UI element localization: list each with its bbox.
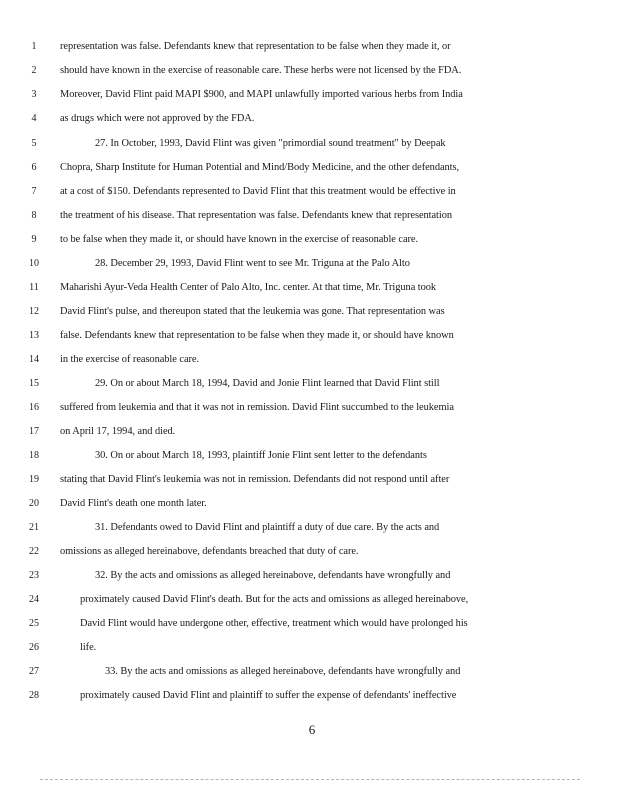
line-number: 8 <box>31 210 37 221</box>
pleading-line <box>0 567 622 587</box>
pleading-line <box>0 303 622 323</box>
line-number: 28 <box>29 690 39 701</box>
pleading-line <box>0 687 622 707</box>
pleading-line <box>0 375 622 395</box>
line-number: 6 <box>31 162 37 173</box>
line-text: the treatment of his disease. That representation was false. Defendants knew that representation <box>60 210 453 221</box>
line-number: 13 <box>29 330 39 341</box>
line-text: 29. On or about March 18, 1994, David and Jonie Flint learned that David Flint still <box>95 378 440 389</box>
pleading-line <box>0 423 622 443</box>
line-text: 33. By the acts and omissions as alleged hereinabove, defendants have wrongfully and <box>105 666 461 677</box>
line-text: David Flint would have undergone other, effective, treatment which would have prolonged his <box>80 618 468 629</box>
line-number: 26 <box>29 642 39 653</box>
line-number: 5 <box>31 138 37 149</box>
line-number: 15 <box>29 378 39 389</box>
pleading-line <box>0 471 622 491</box>
pleading-line <box>0 62 622 82</box>
line-number: 20 <box>29 498 39 509</box>
line-number: 21 <box>29 522 39 533</box>
line-text: should have known in the exercise of reasonable care. These herbs were not licensed by the FDA. <box>60 65 462 76</box>
line-number: 18 <box>29 450 39 461</box>
pleading-line <box>0 86 622 106</box>
pleading-line <box>0 399 622 419</box>
line-number: 14 <box>29 354 39 365</box>
line-text: David Flint's death one month later. <box>60 498 207 509</box>
pleading-line <box>0 255 622 275</box>
pleading-line <box>0 639 622 659</box>
line-text: at a cost of $150. Defendants represented to David Flint that this treatment would be effective in <box>60 186 456 197</box>
line-number: 22 <box>29 546 39 557</box>
line-text: on April 17, 1994, and died. <box>60 426 176 437</box>
line-number: 1 <box>31 41 37 52</box>
line-text: Chopra, Sharp Institute for Human Potential and Mind/Body Medicine, and the other defendants, <box>60 162 460 173</box>
line-text: omissions as alleged hereinabove, defendants breached that duty of care. <box>60 546 359 557</box>
line-number: 9 <box>31 234 37 245</box>
line-text: suffered from leukemia and that it was not in remission. David Flint succumbed to the leukemia <box>60 402 454 413</box>
pleading-line <box>0 159 622 179</box>
line-number: 27 <box>29 666 39 677</box>
pleading-line <box>0 279 622 299</box>
line-text: as drugs which were not approved by the FDA. <box>60 113 255 124</box>
line-number: 3 <box>31 89 37 100</box>
line-text: 32. By the acts and omissions as alleged hereinabove, defendants have wrongfully and <box>95 570 451 581</box>
line-text: David Flint's pulse, and thereupon stated that the leukemia was gone. That representation was <box>60 306 445 317</box>
pleading-line <box>0 183 622 203</box>
pleading-line <box>0 135 622 155</box>
pleading-line <box>0 615 622 635</box>
line-text: 30. On or about March 18, 1993, plaintiff Jonie Flint sent letter to the defendants <box>95 450 427 461</box>
line-text: 27. In October, 1993, David Flint was given "primordial sound treatment" by Deepak <box>95 138 446 149</box>
line-text: in the exercise of reasonable care. <box>60 354 200 365</box>
line-number: 12 <box>29 306 39 317</box>
line-number: 16 <box>29 402 39 413</box>
line-number: 10 <box>29 258 39 269</box>
line-number: 24 <box>29 594 39 605</box>
pleading-line <box>0 591 622 611</box>
footer-divider <box>40 779 580 781</box>
line-number: 25 <box>29 618 39 629</box>
pleading-line <box>0 327 622 347</box>
line-number: 7 <box>31 186 37 197</box>
pleading-line <box>0 663 622 683</box>
line-text: representation was false. Defendants knew that representation to be false when they made it, or <box>60 41 451 52</box>
line-text: proximately caused David Flint's death. But for the acts and omissions as alleged hereinabove, <box>80 594 469 605</box>
page-number: 6 <box>308 722 316 737</box>
line-text: stating that David Flint's leukemia was not in remission. Defendants did not respond until after <box>60 474 450 485</box>
pleading-line <box>0 351 622 371</box>
line-number: 2 <box>31 65 37 76</box>
line-text: 28. December 29, 1993, David Flint went to see Mr. Triguna at the Palo Alto <box>95 258 410 269</box>
pleading-line <box>0 110 622 130</box>
pleading-line <box>0 495 622 515</box>
line-number: 17 <box>29 426 39 437</box>
line-number: 19 <box>29 474 39 485</box>
pleading-line <box>0 447 622 467</box>
line-text: 31. Defendants owed to David Flint and plaintiff a duty of due care. By the acts and <box>95 522 440 533</box>
line-number: 11 <box>29 282 39 293</box>
line-number: 23 <box>29 570 39 581</box>
line-text: proximately caused David Flint and plaintiff to suffer the expense of defendants' ineffective <box>80 690 457 701</box>
line-number: 4 <box>31 113 37 124</box>
pleading-line <box>0 543 622 563</box>
line-text: false. Defendants knew that representation to be false when they made it, or should have known <box>60 330 454 341</box>
line-text: Maharishi Ayur-Veda Health Center of Palo Alto, Inc. center. At that time, Mr. Triguna took <box>60 282 437 293</box>
pleading-line <box>0 231 622 251</box>
line-text: life. <box>80 642 97 653</box>
pleading-line <box>0 38 622 58</box>
line-text: Moreover, David Flint paid MAPI $900, and MAPI unlawfully imported various herbs from India <box>60 89 463 100</box>
line-text: to be false when they made it, or should have known in the exercise of reasonable care. <box>60 234 419 245</box>
pleading-line <box>0 207 622 227</box>
pleading-line <box>0 519 622 539</box>
